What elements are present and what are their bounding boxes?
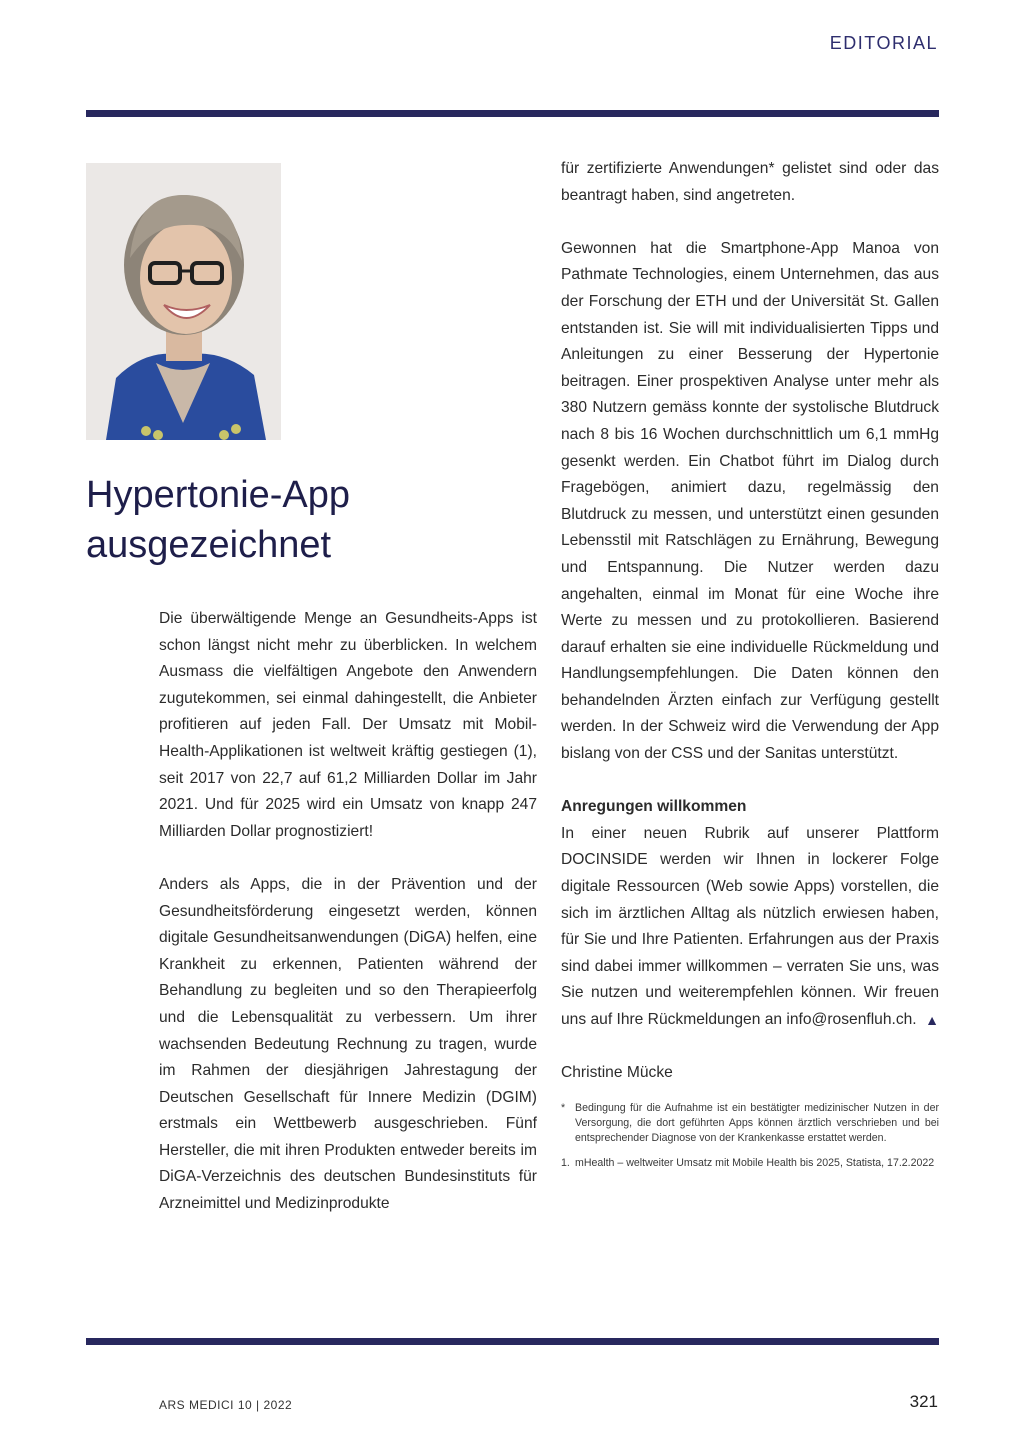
headline-line-2: ausgezeichnet: [86, 524, 332, 566]
footnote-text: mHealth – weltweiter Umsatz mit Mobile Health bis 2025, Statista, 17.2.2022: [575, 1156, 935, 1169]
triangle-end-icon: ▲: [925, 1012, 939, 1028]
footnote-marker: *: [561, 1101, 566, 1114]
body-paragraph: Die überwältigende Menge an Gesundheits-Apps ist schon längst nicht mehr zu überblicken. In welchem Ausmass die vielfältigen Angebote den Anwendern zugutekommen, sei einmal dahingestellt, die Anbieter profitieren auf jeden Fall. Der Umsatz mit Mobil-Health-Applikationen ist weltweit kräftig gestiegen (1), seit 2017 von 22,7 auf 61,2 Milliarden Dollar im Jahr 2021. Und für 2025 wird ein Umsatz von knapp 247 Milliarden Dollar prognostiziert!: [159, 610, 537, 840]
author-portrait: [86, 163, 281, 440]
footnote: [561, 1101, 939, 1146]
body-paragraph: Anders als Apps, die in der Prävention und der Gesundheitsförderung eingesetzt werden, können digitale Gesundheitsanwendungen (DiGA) helfen, eine Krankheit zu erkennen, Patienten während der Behandlung zu begleiten und so den Therapieerfolg und die Lebensqualität zu verbessern. Um ihrer wachsenden Bedeutung Rechnung zu tragen, wurde im Rahmen der diesjährigen Jahrestagung der Deutschen Gesellschaft für Innere Medizin (DGIM) erstmals ein Wettbewerb ausgeschrieben. Fünf Hersteller, die mit ihren Produkten entweder bereits im DiGA-Verzeichnis des deutschen Bundesinstituts für Arzneimittel und Medizinprodukte: [159, 875, 537, 1213]
author-name: Christine Mücke: [561, 1064, 673, 1082]
section-label: EDITORIAL: [829, 33, 938, 53]
headline-line-1: Hypertonie-App: [86, 474, 351, 516]
page-number: 321: [909, 1392, 938, 1411]
section-subheading: Anregungen willkommen: [561, 798, 747, 816]
body-paragraph: Gewonnen hat die Smartphone-App Manoa von Pathmate Technologies, einem Unternehmen, das aus der Forschung der ETH und der Universität St. Gallen entstanden ist. Sie will mit individualisierten Tipps und Anleitungen zu einer Besserung der Hypertonie beitragen. Einer prospektiven Analyse unter mehr als 380 Nutzern gemäss konnte der systolische Blutdruck nach 8 bis 16 Wochen durchschnittlich um 6,1 mmHg gesenkt werden. Ein Chatbot führt im Dialog durch Fragebögen, animiert dazu, regelmässig den Blutdruck zu messen, und unterstützt einen gesunden Lebensstil mit Ratschlägen zu Ernährung, Bewegung und Entspannung. Die Nutzer werden dazu angehalten, einmal im Monat für eine Woche ihre Werte zu messen und zu protokollieren. Basierend darauf erhalten sie eine individuelle Rückmeldung und Handlungsempfehlungen. Die Daten können den behandelnden Ärzten einfach zur Verfügung gestellt werden. In der Schweiz wird die Verwendung der App bislang von der CSS und der Sanitas unterstützt.: [561, 239, 939, 763]
publication-info: ARS MEDICI 10 | 2022: [159, 1398, 293, 1412]
article-headline: [86, 470, 526, 570]
footnote-text: Bedingung für die Aufnahme ist ein bestätigter medizinischer Nutzen in der Versorgung, die dort geführten Apps können ärztlich verschrieben und bei entsprechender Diagnose von der Krankenkasse erstattet werden.: [575, 1101, 939, 1144]
body-paragraph: für zertifizierte Anwendungen* gelistet sind oder das beantragt haben, sind angetreten.: [561, 160, 939, 204]
feedback-section: [561, 794, 939, 1033]
footnotes: [561, 1101, 939, 1171]
top-divider: [86, 110, 939, 117]
footnote-marker: 1.: [561, 1156, 570, 1169]
bottom-divider: [86, 1338, 939, 1345]
body-paragraph: In einer neuen Rubrik auf unserer Plattform DOCINSIDE werden wir Ihnen in lockerer Folge digitale Ressourcen (Web sowie Apps) vorstellen, die sich im ärztlichen Alltag als nützlich erwiesen haben, für Sie und Ihre Patienten. Erfahrungen aus der Praxis sind dabei immer willkommen – verraten Sie uns, was Sie nutzen und weiterempfehlen können. Wir freuen uns auf Ihre Rückmeldungen an info@rosenfluh.ch.: [561, 824, 939, 1028]
footnote: [561, 1156, 939, 1171]
right-text-column: [561, 156, 939, 1181]
left-text-column: [159, 606, 537, 1244]
